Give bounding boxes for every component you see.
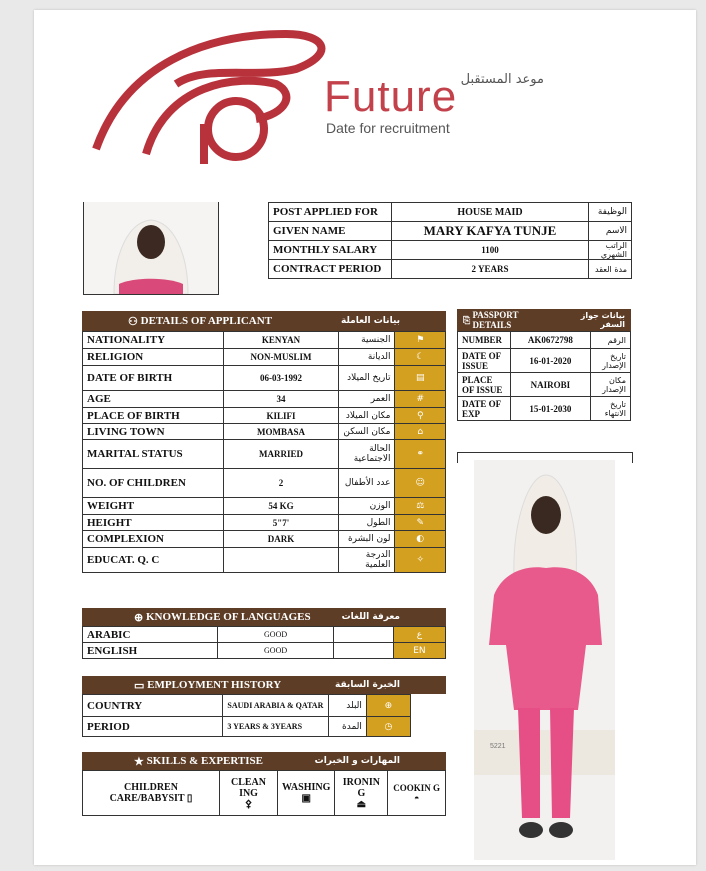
skills-header	[82, 752, 446, 770]
applicant-row	[83, 332, 446, 349]
language-label: ARABIC	[83, 627, 218, 643]
applicant-title: DETAILS OF APPLICANT	[140, 315, 273, 327]
applicant-label: NATIONALITY	[83, 332, 224, 349]
passport-value: 15-01-2030	[510, 397, 591, 421]
applicant-ar: مكان السكن	[338, 424, 395, 440]
applicant-ar: الدرجة العلمية	[338, 548, 395, 573]
passport-label: NUMBER	[458, 332, 511, 349]
applicant-row	[83, 548, 446, 573]
applicant-value: KILIFI	[224, 408, 338, 424]
applicant-row-icon: ✧	[395, 548, 446, 573]
globe-icon: ⊕	[134, 611, 146, 624]
user-icon: ⚇	[128, 315, 141, 328]
applicant-value: 54 KG	[224, 498, 338, 515]
post-value: HOUSE MAID	[392, 203, 589, 222]
applicant-value: 5"7'	[224, 515, 338, 531]
applicant-label: MARITAL STATUS	[83, 440, 224, 469]
applicant-row-icon: ⚲	[395, 408, 446, 424]
globe-icon: ⊕	[366, 695, 410, 717]
applicant-title-ar: بيانات العاملة	[341, 316, 400, 326]
applicant-row-icon: ✎	[395, 515, 446, 531]
skills-title: SKILLS & EXPERTISE	[146, 755, 264, 767]
applicant-label: HEIGHT	[83, 515, 224, 531]
employment-title: EMPLOYMENT HISTORY	[147, 679, 282, 691]
applicant-row	[83, 391, 446, 408]
passport-label: PLACE OF ISSUE	[458, 373, 511, 397]
passport-row	[458, 349, 631, 373]
applicant-label: DATE OF BIRTH	[83, 366, 224, 391]
person-photo-icon	[84, 202, 218, 294]
skill-label: CHILDREN CARE/BABYSIT	[109, 782, 185, 804]
employment-row	[83, 695, 411, 717]
applicant-row-icon: ☾	[395, 349, 446, 366]
post-ar: الراتب الشهري	[589, 241, 632, 260]
applicant-value: NON-MUSLIM	[224, 349, 338, 366]
post-ar: مدة العقد	[589, 260, 632, 279]
broom-icon: ⚴	[244, 798, 253, 810]
skill-cell	[388, 771, 446, 816]
employment-ar: المدة	[328, 717, 366, 737]
language-empty-cell	[334, 627, 394, 643]
language-value: GOOD	[217, 643, 334, 659]
languages-table	[82, 626, 446, 659]
applicant-label: RELIGION	[83, 349, 224, 366]
language-label: ENGLISH	[83, 643, 218, 659]
applicant-label: NO. OF CHILDREN	[83, 469, 224, 498]
post-value: MARY KAFYA TUNJE	[392, 222, 589, 241]
employment-value: SAUDI ARABIA & QATAR	[223, 695, 329, 717]
star-icon: ★	[134, 755, 147, 768]
languages-title: KNOWLEDGE OF LANGUAGES	[145, 611, 311, 623]
employment-title-ar: الخبرة السابقة	[335, 680, 400, 690]
applicant-ar: تاريخ الميلاد	[338, 366, 395, 391]
applicant-header	[82, 311, 446, 331]
brand-name: Future	[324, 72, 458, 121]
applicant-value	[224, 548, 338, 573]
employment-header	[82, 676, 446, 694]
applicant-row	[83, 424, 446, 440]
applicant-row	[83, 515, 446, 531]
language-empty-cell	[334, 643, 394, 659]
employment-row	[83, 717, 411, 737]
passport-value: AK0672798	[510, 332, 591, 349]
applicant-label: COMPLEXION	[83, 531, 224, 548]
applicant-ar: الجنسية	[338, 332, 395, 349]
post-row	[269, 260, 632, 279]
applicant-row-icon: ⚭	[395, 440, 446, 469]
skill-label: CLEAN ING	[231, 776, 267, 799]
clock-icon: ◷	[366, 717, 410, 737]
applicant-row-icon: ⚖	[395, 498, 446, 515]
post-row	[269, 222, 632, 241]
applicant-row-icon: ☺	[395, 469, 446, 498]
applicant-value: 06-03-1992	[224, 366, 338, 391]
applicant-table	[82, 331, 446, 573]
passport-title-ar: بيانات جواز السفر	[580, 311, 625, 329]
applicant-row-icon: ◐	[395, 531, 446, 548]
employment-label: PERIOD	[83, 717, 223, 737]
applicant-row-icon: #	[395, 391, 446, 408]
post-label: GIVEN NAME	[269, 222, 392, 241]
post-label: POST APPLIED FOR	[269, 203, 392, 222]
applicant-ar: العمر	[338, 391, 395, 408]
passport-ar: الرقم	[591, 332, 631, 349]
iron-icon: ⏏	[356, 798, 367, 810]
skills-table	[82, 770, 446, 816]
brand-arabic: موعد المستقبل	[460, 72, 544, 87]
applicant-row-icon: ▤	[395, 366, 446, 391]
future-logo-mark	[86, 24, 336, 174]
passport-value: NAIROBI	[510, 373, 591, 397]
applicant-ar: لون البشرة	[338, 531, 395, 548]
cv-page	[34, 10, 696, 865]
applicant-ar: الطول	[338, 515, 395, 531]
skill-cell	[335, 771, 388, 816]
post-row	[269, 241, 632, 260]
languages-title-ar: معرفة اللغات	[341, 612, 400, 622]
employment-ar: البلد	[328, 695, 366, 717]
passport-header	[457, 309, 631, 331]
language-row	[83, 627, 446, 643]
bottle-icon: ▯	[186, 793, 193, 804]
applicant-ar: الوزن	[338, 498, 395, 515]
passport-label: DATE OF EXP	[458, 397, 511, 421]
brand-tagline: Date for recruitment	[326, 120, 450, 136]
employment-table	[82, 694, 411, 737]
passport-ar: مكان الإصدار	[591, 373, 631, 397]
applicant-ar: الحالة الاجتماعية	[338, 440, 395, 469]
photo-bg-text: 5221	[490, 743, 506, 750]
applicant-ar: عدد الأطفال	[338, 469, 395, 498]
applicant-value: MOMBASA	[224, 424, 338, 440]
skill-cell	[278, 771, 335, 816]
passport-row	[458, 373, 631, 397]
applicant-label: LIVING TOWN	[83, 424, 224, 440]
skills-row	[83, 771, 446, 816]
applicant-row	[83, 440, 446, 469]
washer-icon: ▣	[301, 793, 311, 804]
language-value: GOOD	[217, 627, 334, 643]
skill-label: WASHING	[282, 782, 331, 793]
applicant-row	[83, 349, 446, 366]
applicant-value: 2	[224, 469, 338, 498]
applicant-row-icon: ⌂	[395, 424, 446, 440]
applicant-value: MARRIED	[224, 440, 338, 469]
applicant-label: WEIGHT	[83, 498, 224, 515]
skills-title-ar: المهارات و الخبرات	[314, 756, 400, 766]
applicant-row	[83, 498, 446, 515]
applicant-value: DARK	[224, 531, 338, 548]
post-label: CONTRACT PERIOD	[269, 260, 392, 279]
applicant-row	[83, 366, 446, 391]
post-row	[269, 203, 632, 222]
passport-row	[458, 332, 631, 349]
language-row	[83, 643, 446, 659]
skill-cell	[83, 771, 220, 816]
post-ar: الاسم	[589, 222, 632, 241]
passport-icon: ⎘	[463, 314, 473, 325]
applicant-label: AGE	[83, 391, 224, 408]
passport-value: 16-01-2020	[510, 349, 591, 373]
applicant-row	[83, 408, 446, 424]
languages-header	[82, 608, 446, 626]
skill-label: IRONIN G	[342, 776, 380, 799]
briefcase-icon: ▭	[134, 679, 148, 692]
passport-ar: تاريخ الانتهاء	[591, 397, 631, 421]
skill-cell	[220, 771, 278, 816]
employment-value: 3 YEARS & 3YEARS	[223, 717, 329, 737]
applicant-row	[83, 531, 446, 548]
applicant-label: PLACE OF BIRTH	[83, 408, 224, 424]
passport-title: PASSPORT DETAILS	[472, 310, 519, 330]
applicant-headshot	[83, 202, 219, 295]
applicant-row	[83, 469, 446, 498]
skill-label: COOKIN G	[393, 783, 441, 793]
passport-table	[457, 331, 631, 421]
language-icon: EN	[393, 643, 445, 659]
applicant-label: EDUCAT. Q. C	[83, 548, 224, 573]
post-label: MONTHLY SALARY	[269, 241, 392, 260]
applicant-value: 34	[224, 391, 338, 408]
person-full-photo-icon	[474, 460, 615, 860]
post-value: 1100	[392, 241, 589, 260]
applicant-ar: الديانة	[338, 349, 395, 366]
passport-label: DATE OF ISSUE	[458, 349, 511, 373]
pot-icon: ◓	[413, 793, 420, 803]
passport-row	[458, 397, 631, 421]
applicant-ar: مكان الميلاد	[338, 408, 395, 424]
post-table	[268, 202, 632, 279]
passport-ar: تاريخ الإصدار	[591, 349, 631, 373]
language-icon: ع	[393, 627, 445, 643]
post-ar: الوظيفة	[589, 203, 632, 222]
applicant-row-icon: ⚑	[395, 332, 446, 349]
employment-label: COUNTRY	[83, 695, 223, 717]
applicant-value: KENYAN	[224, 332, 338, 349]
post-value: 2 YEARS	[392, 260, 589, 279]
applicant-full-photo	[474, 460, 615, 860]
